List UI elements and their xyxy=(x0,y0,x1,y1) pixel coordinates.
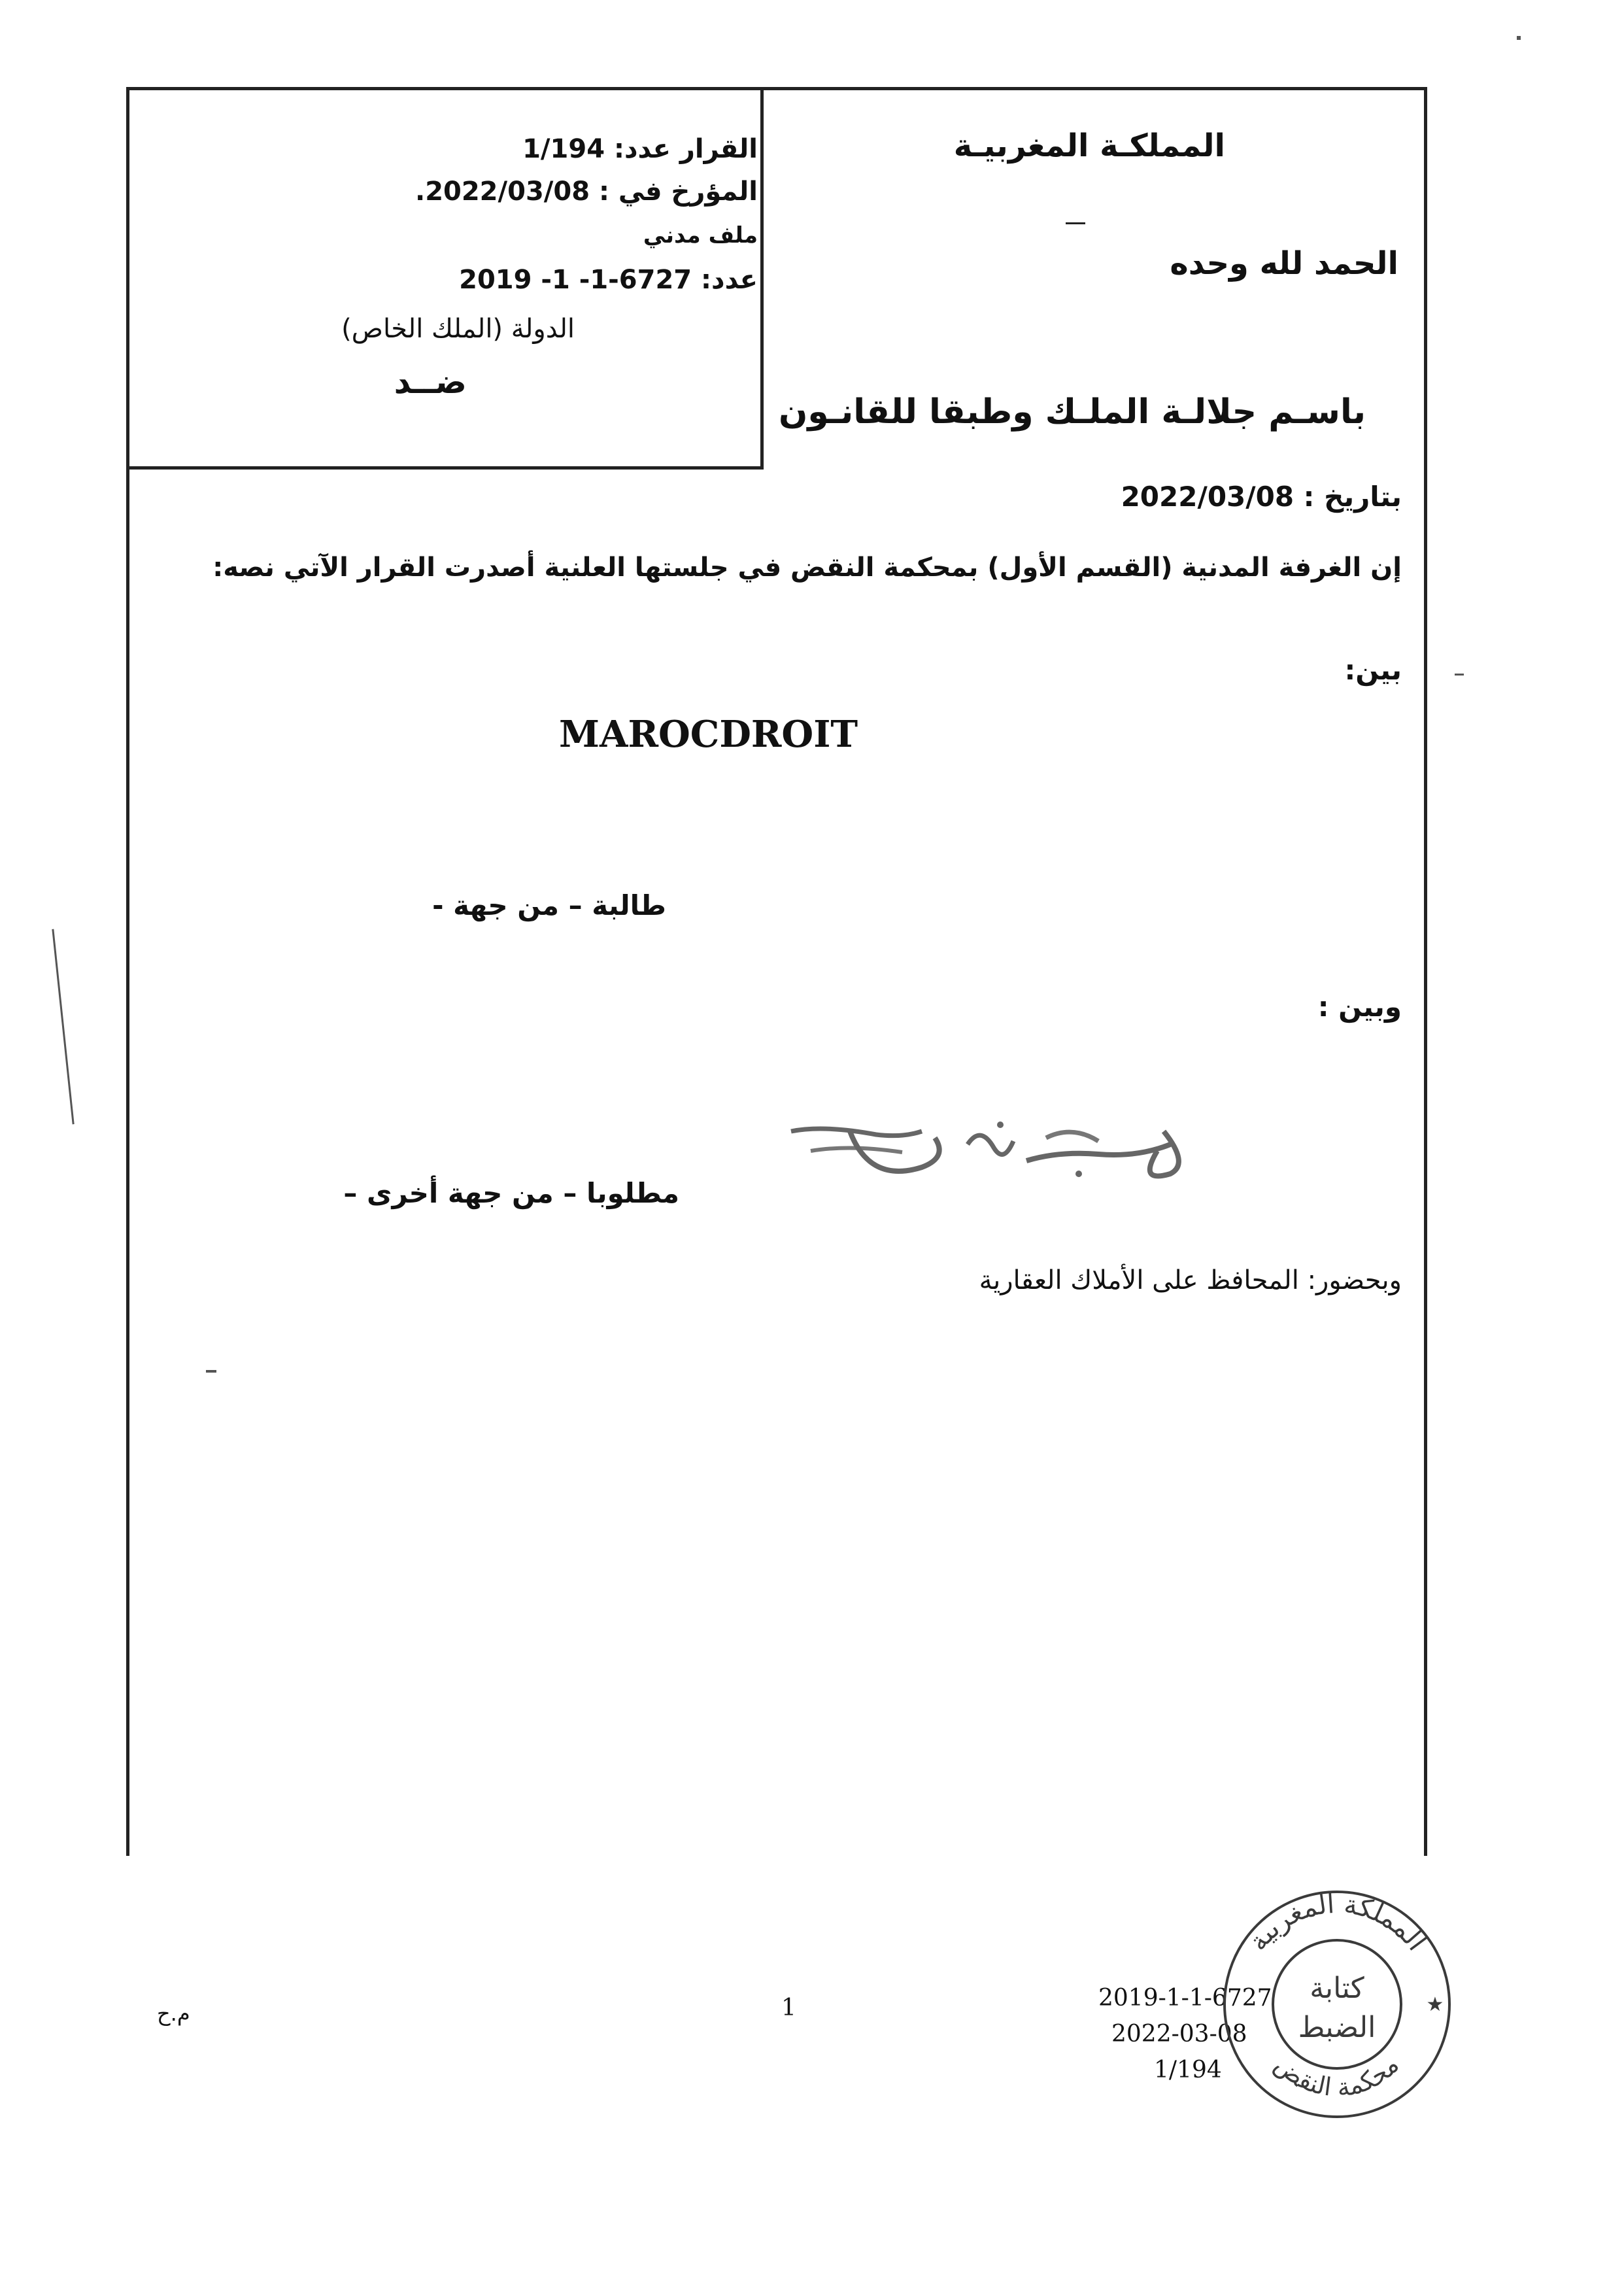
session-date-label: بتاريخ : xyxy=(1303,481,1402,513)
stamp-inner-top: كتابة xyxy=(1310,1972,1364,2005)
stamp-outer-bottom: محكمة النقض xyxy=(1269,2049,1405,2102)
session-date-line xyxy=(1121,481,1402,513)
scan-artifact-dot xyxy=(1517,36,1521,40)
file-number: 2019 -1 -1-6727 xyxy=(459,265,692,295)
party-name: الدولة (الملك الخاص) xyxy=(341,314,575,344)
decision-number: 1/194 xyxy=(522,134,605,164)
marocdroit-watermark: MAROCDROIT xyxy=(559,713,858,756)
applicant-role: طالبة – من جهة - xyxy=(432,889,666,921)
file-type: ملف مدني xyxy=(643,222,758,248)
decision-number-line xyxy=(522,134,758,164)
decision-date-label: المؤرخ في : xyxy=(599,177,758,207)
versus-label: ضــد xyxy=(394,363,467,401)
between-label: بين: xyxy=(1344,654,1402,686)
respondent-role: مطلوبا – من جهة أخرى – xyxy=(343,1177,679,1209)
svg-text:المملكة المغربية xyxy=(1243,1889,1431,1957)
scan-artifact-dot xyxy=(1455,674,1464,676)
handwritten-signature xyxy=(771,1105,1216,1223)
typist-initials: م.ح xyxy=(157,2001,190,2026)
stamp-inner-bottom: الضبط xyxy=(1298,2011,1376,2044)
praise-line: الحمد لله وحده xyxy=(1170,245,1398,282)
file-number-label: عدد: xyxy=(701,265,758,295)
scan-artifact-line xyxy=(52,929,74,1125)
footer-file-ref: 2019-1-1-6727 xyxy=(1098,1985,1272,2012)
court-registry-stamp xyxy=(1216,1883,1458,2125)
file-number-line xyxy=(459,265,758,295)
stamp-outer-top: المملكة المغربية xyxy=(1243,1889,1432,1957)
stamp-star-icon: ★ xyxy=(1426,1993,1444,2016)
presence-line: وبحضور: المحافظ على الأملاك العقارية xyxy=(979,1265,1402,1295)
scan-artifact-dot xyxy=(206,1370,216,1373)
svg-text:محكمة النقض xyxy=(1269,2049,1404,2102)
decision-number-label: القرار عدد: xyxy=(613,134,758,164)
and-between-label: وبين : xyxy=(1317,991,1402,1023)
decision-date-line xyxy=(415,177,758,207)
footer-date-ref: 2022-03-08 xyxy=(1111,2021,1247,2047)
decision-date: 2022/03/08. xyxy=(414,177,590,207)
intro-paragraph: إن الغرفة المدنية (القسم الأول) بمحكمة النقض في جلستها العلنية أصدرت القرار الآتي نصه: xyxy=(212,553,1402,583)
session-date: 2022/03/08 xyxy=(1121,481,1294,513)
kingdom-heading: المملكـة المغربيـة xyxy=(953,128,1225,164)
footer-decision-ref: 1/194 xyxy=(1154,2057,1222,2083)
page-number: 1 xyxy=(781,1994,796,2021)
heading-dash xyxy=(1066,222,1085,224)
royal-invocation: باسـم جلالـة الملـك وطبقا للقانـون xyxy=(778,392,1366,432)
